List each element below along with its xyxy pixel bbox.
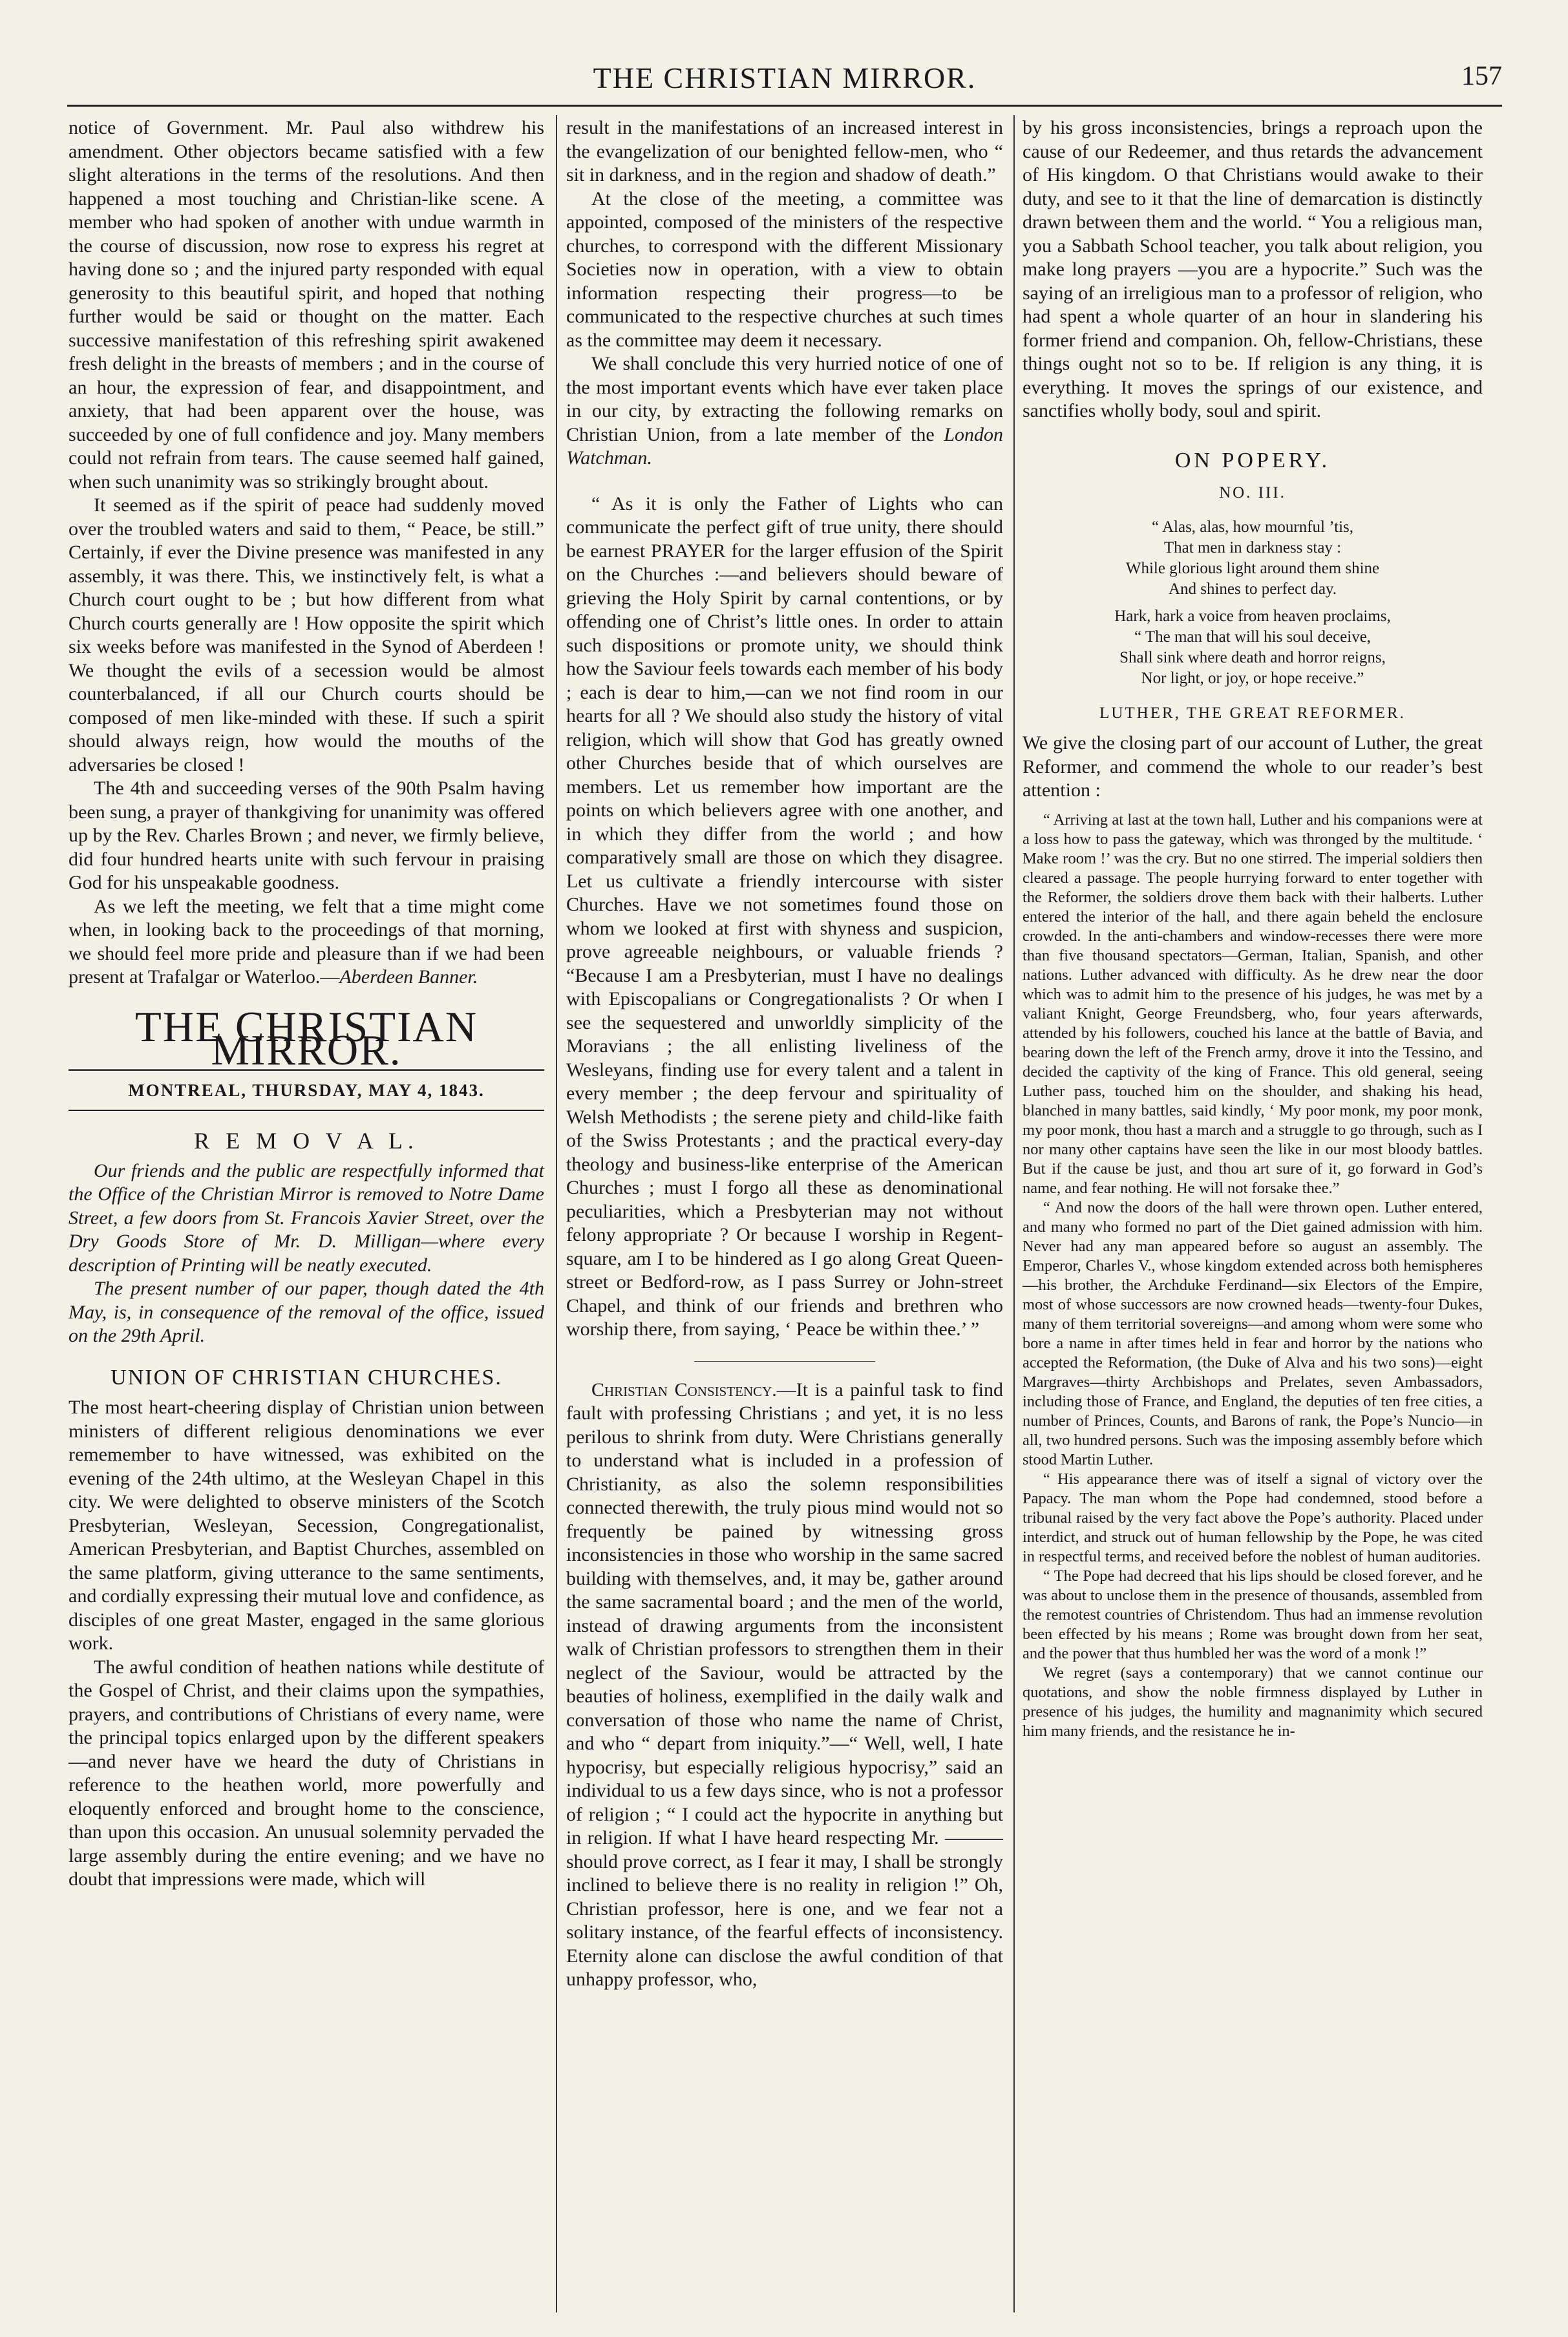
paragraph: by his gross inconsistencies, brings a reproach upon the cause of our Redeemer, and thus retards the advancement of His kingdom. O that Christians would awake to their duty, and see to it that the line of demarcation is distinctly drawn between them and the world. “ You a religious man, you a Sabbath School teacher, you talk about religion, you make long prayers —you are a hypocrite.” Such was the saying of an irreligious man to a professor of religion, who had spent a whole quarter of an hour in slandering his former friend and companion. Oh, fellow-Christians, these things ought not so to be. If religion is any thing, it is everything. It moves the springs of our existence, and sanctifies wholly body, soul and spirit. [1022,117,1483,421]
article-lead: Christian Consistency. [591,1379,777,1401]
paragraph [566,1379,1003,1992]
header-rule [67,105,1502,107]
quote-paragraph: “ And now the doors of the hall were thrown open. Luther entered, and many who formed no part of the Diet gained admission with him. Never had any man appeared before so august an assembly. The Emperor, Charles V., whose kingdom extended across both hemispheres—his brother, the Archduke Ferdinand—six Electors of the Empire, most of whose successors are now crowned heads—twenty-four Dukes, many of them territorial sovereigns—and among whom were some who bore a name in after times held in fear and horror by the nations who accepted the Reformation, (the Duke of Alva and his two sons)—eight Margraves—thirty Archbishops and Prelates, seven Ambassadors, including those of France, and England, the deputies of ten free cities, a number of Princes, Counts, and Barons of rank, the Pope’s Nuncio—in all, two hundred persons. Such was the imposing assembly before which stood Martin Luther. [1022,1198,1483,1468]
column-1 [69,116,544,1892]
paragraph: It seemed as if the spirit of peace had suddenly moved over the troubled waters and said to them, “ Peace, be still.” Certainly, if ever the Divine presence was manifested in any assembly, it was there. This, we instinctively felt, is what a Church court ought to be ; but how different from what Church courts generally are ! How opposite the spirit which six weeks before was manifested in the Synod of Aberdeen ! We thought the evils of a secession would be almost counterbalanced, if all our Church courts should be composed of men like-minded with these. If such a spirit should always reign, how would the mouths of the adversaries be closed ! [69,494,544,776]
poem-line: Nor light, or joy, or hope receive.” [1141,669,1364,687]
source-credit: Aberdeen Banner. [339,966,478,988]
page-number: 157 [1461,61,1502,91]
section-rule [694,1361,875,1362]
poem-line: “ The man that will his soul deceive, [1134,628,1372,646]
column-2 [566,116,1003,1992]
paragraph-text: As we left the meeting, we felt that a time might come when, in looking back to the proceedings of that morning, we should feel more pride and pleasure than if we had been present at Trafalgar or Waterloo.— [69,895,544,988]
quote-paragraph: “ Arriving at last at the town hall, Luther and his companions were at a loss how to pass the gateway, which was thronged by the multitude. ‘ Make room !’ was the cry. But no one stirred. The imperial soldiers then cleared a passage. The people hurrying forward to enter together with the Reformer, the soldiers drove them back with their halberts. Luther entered the interior of the hall, and there again beheld the enclosure crowded. In the anti-chambers and window-recesses there were more than five thousand spectators—German, Italian, Spanish, and other nations. Luther advanced with difficulty. As he drew near the door which was to admit him to the presence of his judges, he was met by a valiant Knight, George Freundsberg, who, four years afterwards, attended by his followers, couched his lance at the battle of Bavia, and bearing down the left of the French army, drove it into the Tessino, and decided the captivity of the king of France. This old general, seeing Luther pass, touched him on the shoulder, and shaking his head, blanched in many battles, said kindly, ‘ My poor monk, my poor monk, my poor monk, thou hast a march and a struggle to go through, such as I nor many other captains have seen the like in our most bloody battles. But if the cause be just, and thou art sure of it, go forward in God’s name, and fear nothing. He will not forsake thee.” [1022,810,1483,1197]
column-divider [556,115,557,2312]
dateline: MONTREAL, THURSDAY, MAY 4, 1843. [69,1069,544,1112]
paragraph [566,352,1003,471]
masthead: THE CHRISTIAN MIRROR. [134,1002,478,1074]
paragraph-text: We shall conclude this very hurried notice of one of the most important events which have ever taken place in our city, by extracting the following remarks on Christian Union, from a late member of the [566,353,1003,445]
running-title: THE CHRISTIAN MIRROR. [593,61,977,94]
block-quote: “ As it is only the Father of Lights who can communicate the perfect gift of true unity, there should be earnest PRAYER for the larger effusion of the Spirit on the Churches :—and believers should beware of grieving the Holy Spirit by carnal contentions, or by offending one of Christ’s little ones. In order to attain such dispositions or promote unity, we should think how the Saviour feels towards each member of his body ; each is dear to him,—can we not find room in our hearts for all ? We should also study the history of vital religion, which will show that God has greatly owned other Churches beside that of which ourselves are members. Let us remember how important are the points on which believers agree with one another, and in which they differ from the world ; and how comparatively small are those on which they disagree. Let us cultivate a friendly intercourse with sister Churches. Have we not sometimes found those on whom we looked at first with shyness and suspicion, prove agreeable neighbours, or valuable friends ? “Because I am a Presbyterian, must I have no dealings with Episcopalians or Congregationalists ? Or when I see the sequestered and unworldly simplicity of the Moravians ; the all enlisting liveliness of the Wesleyans, finding use for every talent and a talent in every member ; the deep fervour and spirituality of Welsh Methodists ; the serene piety and child-like faith of the Swiss Protestants ; and the practical every-day theology and business-like enterprise of the American Churches ; must I forgo all these as denominational peculiarities, which a Presbyterian may not without felony appropriate ? Or because I worship in Regent-square, am I to be hindered as I go along Great Queen-street or Bedford-row, as I pass Surrey or John-street Chapel, and think of our friends and brethren who worship there, from saying, ‘ Peace be within thee.’ ” [566,492,1003,1340]
removal-notice: The present number of our paper, though dated the 4th May, is, in consequence of the removal of the office, issued on the 29th April. [69,1278,544,1346]
source-credit: London Watchman. [566,423,1003,469]
paragraph: result in the manifestations of an increased interest in the evangelization of our benighted fellow-men, who “ sit in darkness, and in the region and shadow of death.” [566,117,1003,185]
poem-line: Shall sink where death and horror reigns, [1119,648,1386,666]
page-header [67,61,1502,100]
removal-heading: R E M O V A L. [194,1128,419,1154]
poem-line: That men in darkness stay : [1163,538,1342,556]
poem-line: While glorious light around them shine [1125,559,1380,577]
paragraph-text: —It is a painful task to find fault with professing Christians ; and yet, it is no less perilous to shrink from duty. Were Christians generally to understand what is included in a profession of Christianity, as also the solemn responsibilities connected therewith, the truly pious mind would not so frequently be pained by witnessing gross inconsistencies in those who worship in the same sacred building with themselves, and, it may be, gather around the same sacramental board ; and the men of the world, instead of drawing arguments from the inconsistent walk of Christian professors to strengthen them in their neglect of the Saviour, would be attracted by the beauties of holiness, exemplified in the daily walk and conversation of those who name the name of Christ, and who “ depart from iniquity.”—“ Well, well, I hate hypocrisy, but especially religious hypocrisy,” said an individual to us a few days since, who is not a professor of religion ; “ I could act the hypocrite in anything but in religion. If what I have heard respecting Mr. ——— should prove correct, as I fear it may, I shall be strongly inclined to believe there is no reality in religion !” Oh, Christian professor, here is one, and we fear not a solitary instance, of the fearful effects of inconsistency. Eternity alone can disclose the awful condition of that unhappy professor, who, [566,1379,1003,1990]
paragraph: The awful condition of heathen nations while destitute of the Gospel of Christ, and their claims upon the sympathies, prayers, and contributions of Christians of every name, were the principal topics enlarged upon by the different speakers—and never have we heard the duty of Christians in reference to the heathen world, more powerfully and eloquently enforced and brought home to the conscience, than upon this occasion. An unusual solemnity pervaded the large assembly during the entire evening; and we have no doubt that impressions were made, which will [69,1656,544,1890]
paragraph [69,895,544,989]
section-heading: LUTHER, THE GREAT REFORMER. [1099,704,1406,722]
paragraph: The most heart-cheering display of Christian union between ministers of different religious denominations we ever rememember to have witnessed, was exhibited on the evening of the 24th ultimo, at the Wesleyan Chapel in this city. We were delighted to observe ministers of the Scotch Presbyterian, Wesleyan, Secession, Congregationalist, American Presbyterian, and Baptist Churches, assembled on the same platform, giving utterance to the same sentiments, and cordially expressing their mutual love and confidence, as disciples of one great Master, engaged in the same glorious work. [69,1397,544,1654]
paragraph: The 4th and succeeding verses of the 90th Psalm having been sung, a prayer of thankgiving for unanimity was offered up by the Rev. Charles Brown ; and never, we firmly believe, did four hundred hearts unite with such fervour in praising God for his unspeakable goodness. [69,777,544,893]
removal-notice: Our friends and the public are respectfully informed that the Office of the Christian Mirror is removed to Notre Dame Street, a few doors from St. Francois Xavier Street, over the Dry Goods Store of Mr. D. Milligan—where every description of Printing will be neatly executed. [69,1159,544,1276]
poem-line: “ Alas, alas, how mournful ’tis, [1152,518,1353,536]
section-heading: ON POPERY. [1174,448,1331,472]
quote-paragraph: “ The Pope had decreed that his lips should be closed forever, and he was about to unclose them in the presence of thousands, assembled from the remotest countries of Christendom. Thus had an immense revolution been effected by his means ; Rome was brought down from her seat, and the power that thus humbled her was the word of a monk !” [1022,1567,1483,1662]
paragraph: At the close of the meeting, a committee was appointed, composed of the ministers of the respective churches, to correspond with the different Missionary Societies now in operation, with a view to obtain information respecting their progress—to be communicated to the respective churches at such times as the committee may deem it necessary. [566,187,1003,351]
poem-line: And shines to perfect day. [1168,580,1337,598]
poem [1022,517,1483,689]
poem-line: Hark, hark a voice from heaven proclaims, [1114,607,1391,625]
paragraph: notice of Government. Mr. Paul also withdrew his amendment. Other objectors became satisfied with a few slight alterations in the terms of the resolutions. And then happened a most touching and Christian-like scene. A member who had spoken of another with undue warmth in the course of discussion, now rose to express his regret at having done so ; and the injured party responded with equal generosity to this beautiful spirit, and hoped that nothing further would be said or thought on the matter. Each successive manifestation of this refreshing spirit awakened fresh delight in the breasts of members ; and in the course of an hour, the expression of fear, and disappointment, and anxiety, that had been apparent over the house, was succeeded by one of full confidence and joy. Many members could not refrain from tears. The cause seemed half gained, when such unanimity was so strikingly brought about. [69,117,544,492]
column-3 [1022,116,1483,1741]
quote-paragraph: We regret (says a contemporary) that we cannot continue our quotations, and show the noble firmness displayed by Luther in presence of his judges, the humility and magnanimity which secured him many friends, and the resistance he in- [1022,1664,1483,1740]
section-heading: UNION OF CHRISTIAN CHURCHES. [111,1365,502,1390]
quote-paragraph: “ His appearance there was of itself a signal of victory over the Papacy. The man whom the Pope had condemned, stood before a tribunal raised by the very fact above the Pope’s authority. Placed under interdict, and struck out of human fellowship by the Pope, he was cited in respectful terms, and received before the noblest of human auditories. [1022,1470,1483,1565]
column-divider [1013,115,1015,2312]
paragraph: We give the closing part of our account of Luther, the great Reformer, and commend the whole to our reader’s best attention : [1022,732,1483,801]
section-number: NO. III. [1219,484,1286,502]
